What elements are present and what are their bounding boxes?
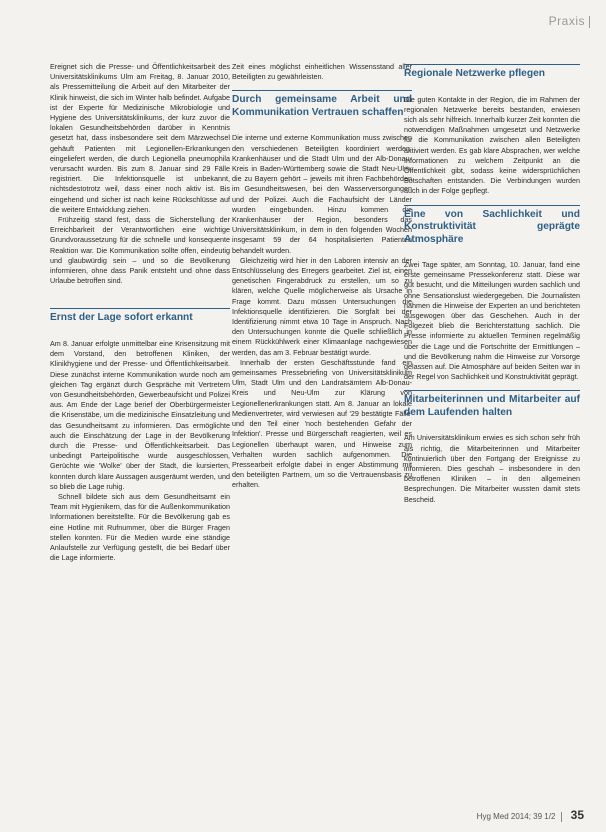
paragraph: Am Universitätsklinikum erwies es sich schon sehr früh als richtig, die Mitarbeiterinnen und Mitarbeiter kontinuierlich über den Fortgang der Ereignisse zu informieren. Dies geschah – insbesondere in den betroffenen Kliniken – in den allgemeinen Besprechungen. Die Mitarbeiter wussten damit stets Bescheid.: [404, 433, 580, 504]
paragraph: Am 8. Januar erfolgte unmittelbar eine Krisensitzung mit dem Vorstand, den betroffenen Kliniken, der Klinikhygiene und der Presse- und Öffentlichkeitsarbeit. Diese zunächst interne Kommunikation wurde noch am gleichen Tag ergänzt durch Gespräche mit Vertretern von Gesundheitsbehörden, Gewerbeaufsicht und Polizei aus. Am Ende der Lage berief der Oberbürgermeister die Krisenstäbe, um die medizinische Einsatzleitung und das Gesundheitsamt zu informieren. Das ermöglichte auch die Einschätzung der Lage in der Bevölkerung durch die Presse- und Öffentlichkeitsarbeit. Das unbedingt Parteipolitische wurde ausgeschlossen, Gerüchte wie 'Wolke' über der Stadt, die kursierten, konnten durch klare Aussagen ausgeräumt werden, und so blieb die Lage ruhig.: [50, 338, 230, 491]
paragraph: Zeit eines möglichst einheitlichen Wissensstand aller Beteiligten zu gewährleisten.: [232, 62, 412, 82]
column-1: [50, 62, 230, 563]
section-heading: Ernst der Lage sofort erkannt: [50, 308, 230, 331]
paragraph: Zwei Tage später, am Sonntag, 10. Januar, fand eine erste gemeinsame Pressekonferenz statt. Diese war gut besucht, und die Mitteilungen wurden sachlich und ohne Sensationslust wiedergegeben. Die Journalisten nahmen die Hinweise der Experten an und berichteten ausgewogen über das Geschehen. Auch in der Folgezeit blieb die Berichterstattung sachlich. Die Presse informierte zu aktuellen Terminen regelmäßig über die Lage und die Fortschritte der Ermittlungen – und die Bevölkerung nahm die Hinweise zur Vorsorge gelassen auf. Die Atmosphäre auf beiden Seiten war in der Regel von Sachlichkeit und Konstruktivität geprägt.: [404, 260, 580, 382]
column-2: [232, 62, 412, 491]
column-3: [404, 62, 580, 505]
paragraph: Innerhalb der ersten Geschäftsstunde fand ein gemeinsames Pressebriefing von Universitätsklinikum Ulm, Stadt Ulm und den Landratsämtern Alb-Donau-Kreis und Neu-Ulm zur Klärung von Legionellenerkrankungen statt. Am 8. Januar an lokale Medienvertreter, wird verwiesen auf '29 bestätigte Fälle' und den Teil einer 'noch bestehenden Gefahr der Infektion'. Presse und Bürgerschaft reagierten, weil es Legionellen überhaupt waren, und Hinweise zum Verhalten wurden sachlich aufgenommen. Die Pressearbeit erfolgte dabei in enger Abstimmung mit den beteiligten Partnern, um so die Vertrauensbasis zu erhalten.: [232, 357, 412, 490]
paragraph: Gleichzeitig wird hier in den Laboren intensiv an der Entschlüsselung des Erregers gearbeitet. Ziel ist, einen genetischen Fingerabdruck zu erstellen, um so zu klären, welche Quelle möglicherweise als Ursache in Frage kommt. Dazu müssen Untersuchungen die Infektionsquelle identifizieren. Die Sorgfalt bei der Identifizierung nimmt etwa 10 Tage in Anspruch. Nach den Untersuchungen konnte die Quelle schließlich in einem Rückkühlwerk einer Klimaanlage nachgewiesen werden, das am 3. Februar bestätigt wurde.: [232, 255, 412, 357]
header-divider: [589, 16, 590, 28]
section-heading: Regionale Netzwerke pflegen: [404, 64, 580, 87]
page-number: 35: [570, 808, 584, 822]
section-heading: Eine von Sachlichkeit und Konstruktivität geprägte Atmosphäre: [404, 205, 580, 253]
paragraph: Schnell bildete sich aus dem Gesundheitsamt ein Team mit Hygienikern, das für die Außenkommunikation Informationen bereitstellte. Für die Bevölkerung gab es eine Hotline mit Rufnummer, über die Bürger Fragen stellen konnten. Für die Medien wurde eine ständige Anlaufstelle zur Verfügung gestellt, die bei Bedarf über die Lage informierte.: [50, 492, 230, 563]
section-heading: Durch gemeinsame Arbeit und Kommunikation Vertrauen schaffen: [232, 90, 412, 125]
paragraph: Ereignet sich die Presse- und Öffentlichkeitsarbeit des Universitätsklinikums Ulm am Freitag, 8. Januar 2010, als Pressemitteilung die Arbeit auf den Mitarbeiter der Klinik hinweist, die sich im Winter halb befindet. Aufgabe ist der Experte für Medizinische Mikrobiologie und Hygiene des Universitätsklinikums, der kurz zuvor die lokalen Gesundheitsbehörden darüber in Kenntnis gesetzt hat, dass insbesondere seit dem Märzwechsel gehäuft Patienten mit Legionellen-Erkrankungen eingeliefert werden, die durch Legionella pneumophila verursacht wurden. Bis zum 8. Januar sind 29 Fälle registriert. Die Infektionsquelle ist unbekannt, nichtsdestotrotz weil, dass einer noch aktiv ist. Bis eingehend und sicher ist nach keine Rückschlüsse auf die weitere Entwicklung ziehen.: [50, 62, 230, 214]
section-heading: Mitarbeiterinnen und Mitarbeiter auf dem Laufenden halten: [404, 390, 580, 425]
paragraph: Die guten Kontakte in der Region, die im Rahmen der regionalen Netzwerke bereits bestanden, erwiesen sich als sehr hilfreich. Innerhalb kurzer Zeit konnten die notwendigen Maßnahmen umgesetzt und Netzwerke für die Kommunikation zwischen allen Beteiligten aktiviert werden. Es gab klare Absprachen, wer welche Informationen zu welchem Zeitpunkt an die Öffentlichkeit gibt, sodass keine widersprüchlichen Botschaften entstanden. Die Verbindungen wurden auch in der Folge gepflegt.: [404, 94, 580, 196]
footer-divider: [561, 812, 562, 822]
journal-citation: Hyg Med 2014; 39: [476, 812, 543, 821]
section-title: Praxis: [548, 14, 585, 28]
paragraph: Die interne und externe Kommunikation muss zwischen den verschiedenen Beteiligten koordiniert werden: Krankenhäuser und die Stadt Ulm und der Alb-Donau-Kreis in Baden-Württemberg sowie die Stadt Neu-Ulm, die zu Bayern gehört – jeweils mit ihren Fachbehörden im Gesundheitswesen, bei den Wasserversorgungen und der Polizei. Auch die Fachaufsicht der Länder wurden eingebunden. Hinzu kommen die Krankenhäuser der Region, besonders das Universitätsklinikum, in dem in den folgenden Wochen insgesamt 59 der 64 hospitalisierten Patienten behandelt wurden.: [232, 133, 412, 255]
issue-number: 1/2: [544, 812, 556, 821]
paragraph: Frühzeitig stand fest, dass die Sicherstellung der Erreichbarkeit der Verantwortlichen eine wichtige Grundvoraussetzung für die schnelle und konsequente Reaktion war. Die Kommunikation sollte offen, eindeutig und glaubwürdig sein – und so die Bevölkerung informieren, ohne dass Panik entsteht und ohne dass Urlaube betroffen sind.: [50, 215, 230, 286]
page-footer: [477, 808, 584, 822]
section-header: [549, 14, 590, 28]
